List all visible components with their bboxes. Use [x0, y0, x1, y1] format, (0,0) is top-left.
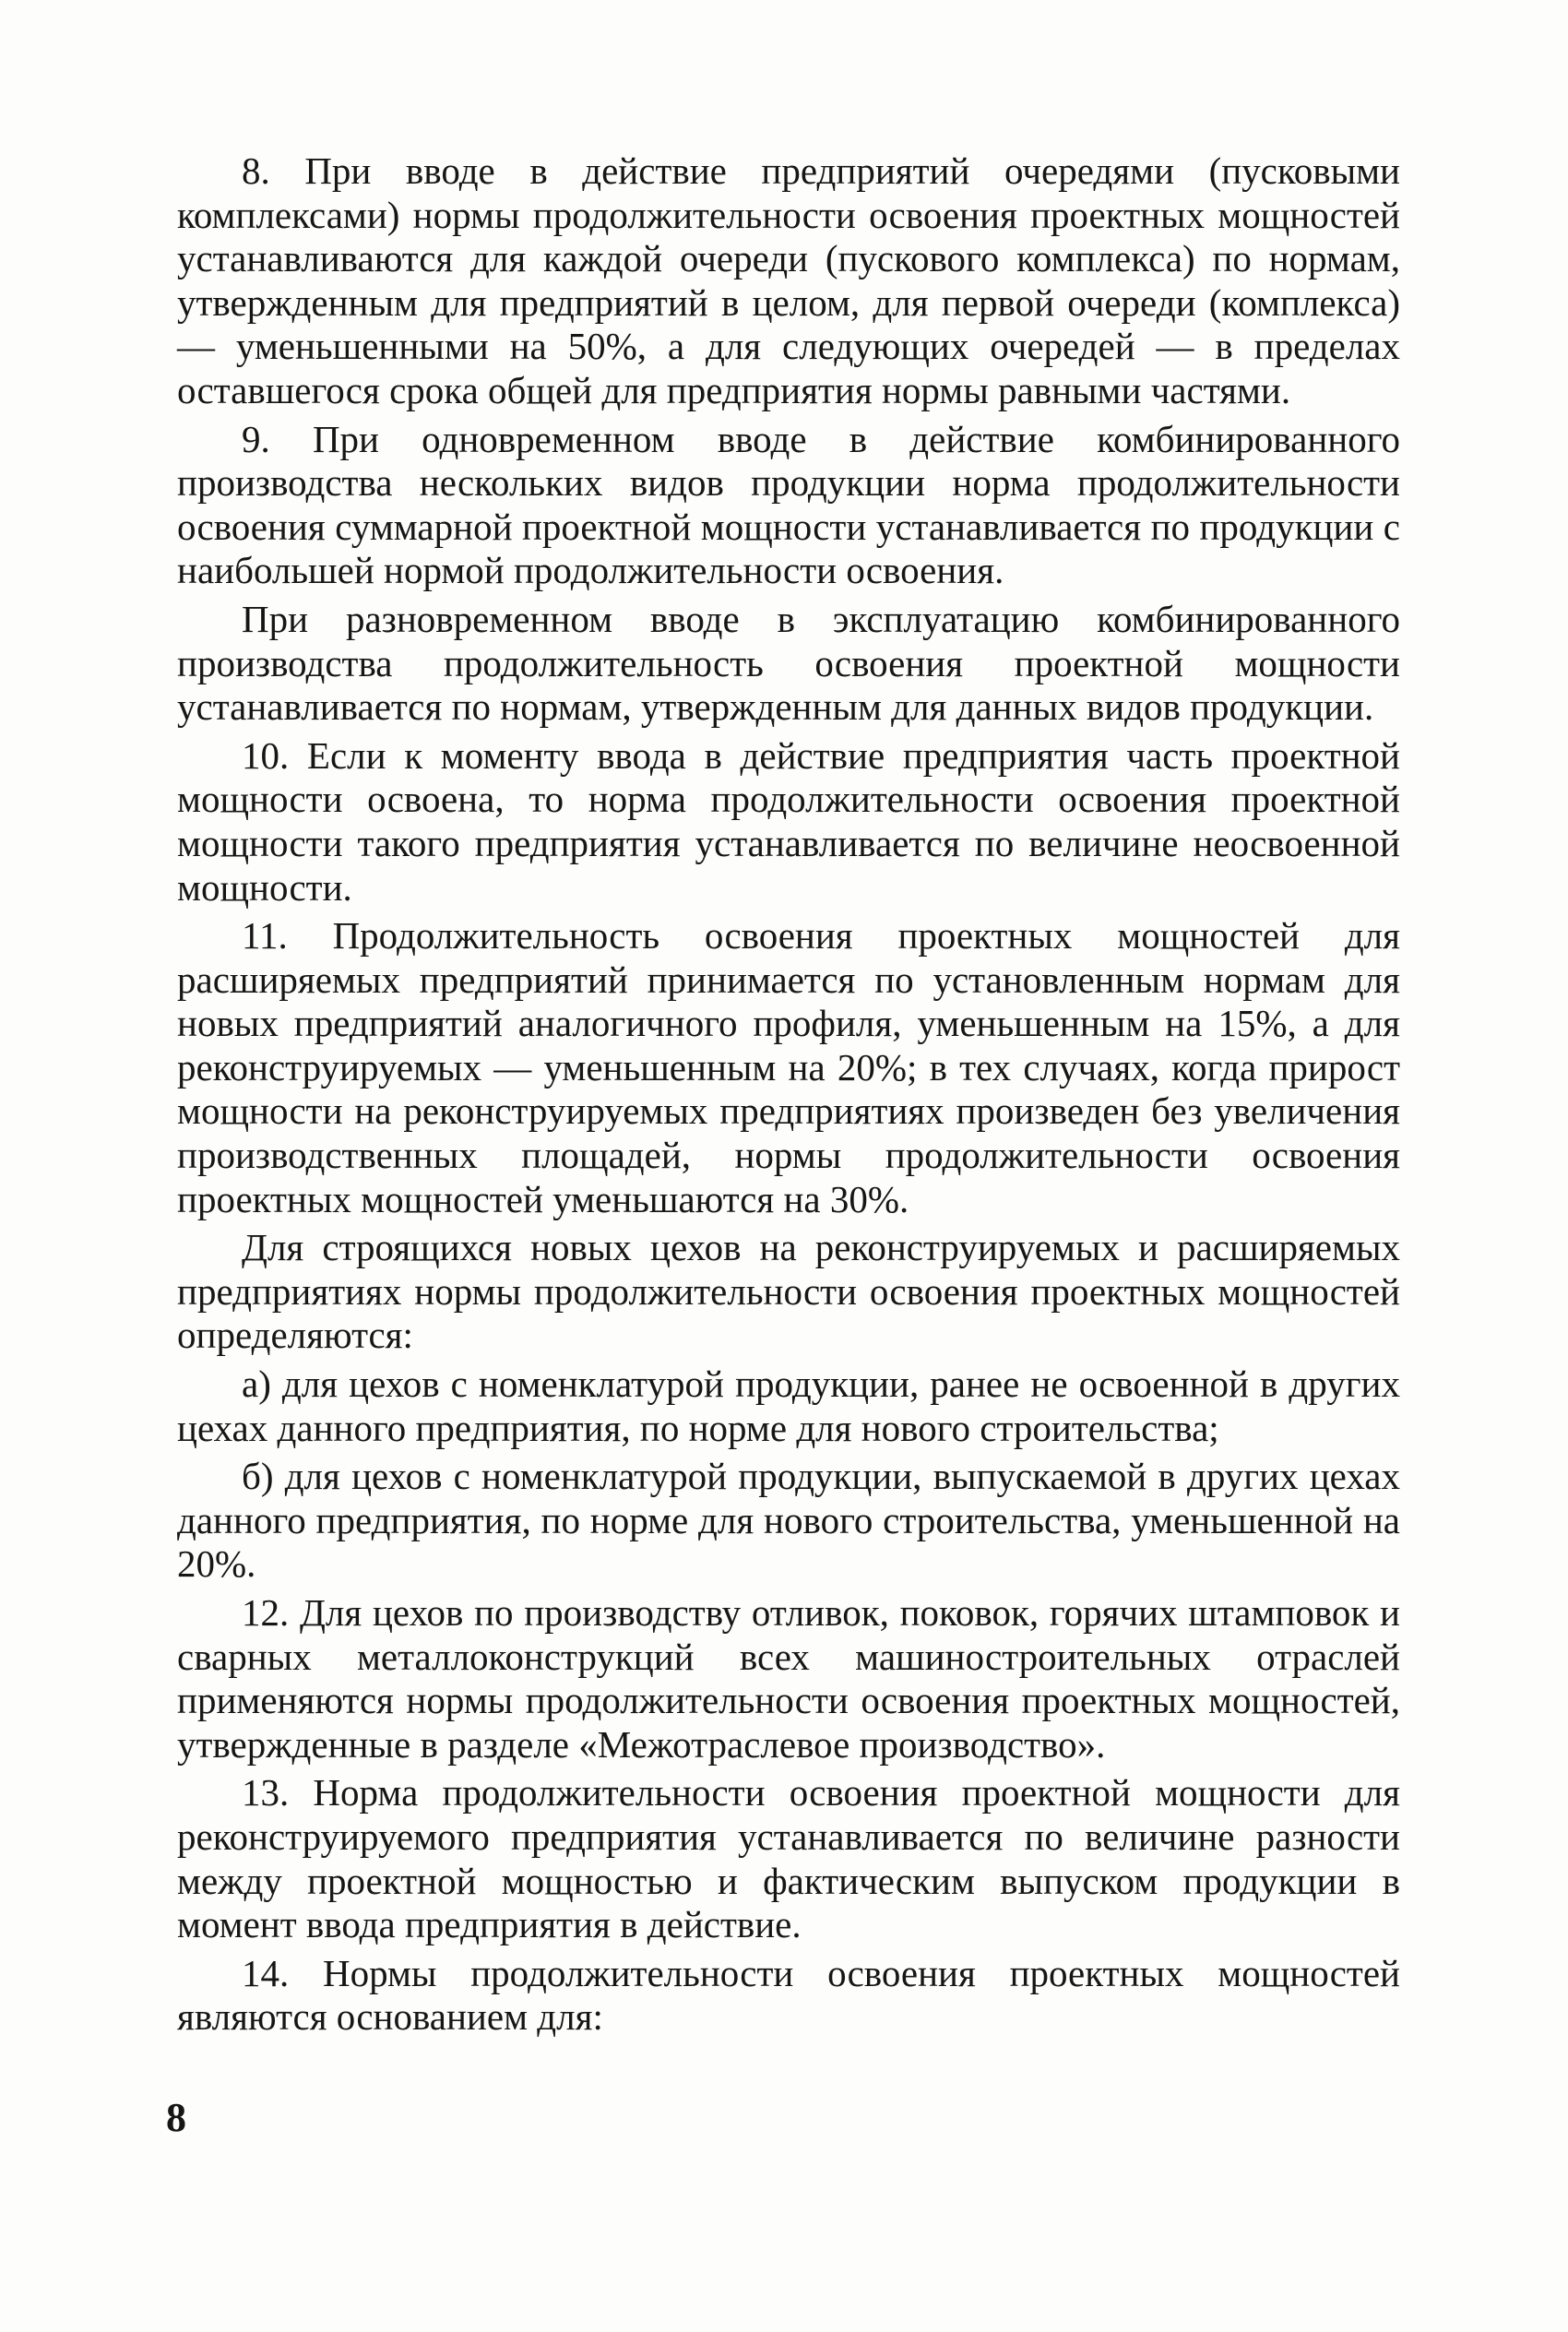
paragraph-9: 9. При одновременном вводе в действие комбинированного производства нескольких видов продукции норма продолжительности освоения суммарной проектной мощности устанавливается по продукции с наибольшей нормой продолжительности освоения.	[177, 417, 1400, 592]
body-text	[177, 149, 1400, 2040]
paragraph-14: 14. Нормы продолжительности освоения проектных мощностей являются основанием для:	[177, 1951, 1400, 2039]
paragraph-8: 8. При вводе в действие предприятий очередями (пусковыми комплексами) нормы продолжительности освоения проектных мощностей устанавливаются для каждой очереди (пускового комплекса) по нормам, утвержденным для предприятий в целом, для первой очереди (комплекса) — уменьшенными на 50%, а для следующих очередей — в пределах оставшегося срока общей для предприятия нормы равными частями.	[177, 149, 1400, 411]
paragraph-9-continued: При разновременном вводе в эксплуатацию комбинированного производства продолжительность освоения проектной мощности устанавливается по нормам, утвержденным для данных видов продукции.	[177, 597, 1400, 729]
paragraph-12: 12. Для цехов по производству отливок, поковок, горячих штамповок и сварных металлоконструкций всех машиностроительных отраслей применяются нормы продолжительности освоения проектных мощностей, утвержденные в разделе «Межотраслевое производство».	[177, 1591, 1400, 1766]
paragraph-11-item-a: а) для цехов с номенклатурой продукции, ранее не освоенной в других цехах данного предприятия, по норме для нового строительства;	[177, 1362, 1400, 1449]
page-number: 8	[166, 2095, 186, 2140]
paragraph-11-new-workshops: Для строящихся новых цехов на реконструируемых и расширяемых предприятиях нормы продолжительности освоения проектных мощностей определяются:	[177, 1226, 1400, 1357]
paragraph-11: 11. Продолжительность освоения проектных мощностей для расширяемых предприятий принимается по установленным нормам для новых предприятий аналогичного профиля, уменьшенным на 15%, а для реконструируемых — уменьшенным на 20%; в тех случаях, когда прирост мощности на реконструируемых предприятиях произведен без увеличения производственных площадей, нормы продолжительности освоения проектных мощностей уменьшаются на 30%.	[177, 914, 1400, 1220]
paragraph-13: 13. Норма продолжительности освоения проектной мощности для реконструируемого предприятия устанавливается по величине разности между проектной мощностью и фактическим выпуском продукции в момент ввода предприятия в действие.	[177, 1771, 1400, 1946]
paragraph-10: 10. Если к моменту ввода в действие предприятия часть проектной мощности освоена, то норма продолжительности освоения проектной мощности такого предприятия устанавливается по величине неосвоенной мощности.	[177, 733, 1400, 909]
paragraph-11-item-b: б) для цехов с номенклатурой продукции, выпускаемой в других цехах данного предприятия, по норме для нового строительства, уменьшенной на 20%.	[177, 1455, 1400, 1586]
